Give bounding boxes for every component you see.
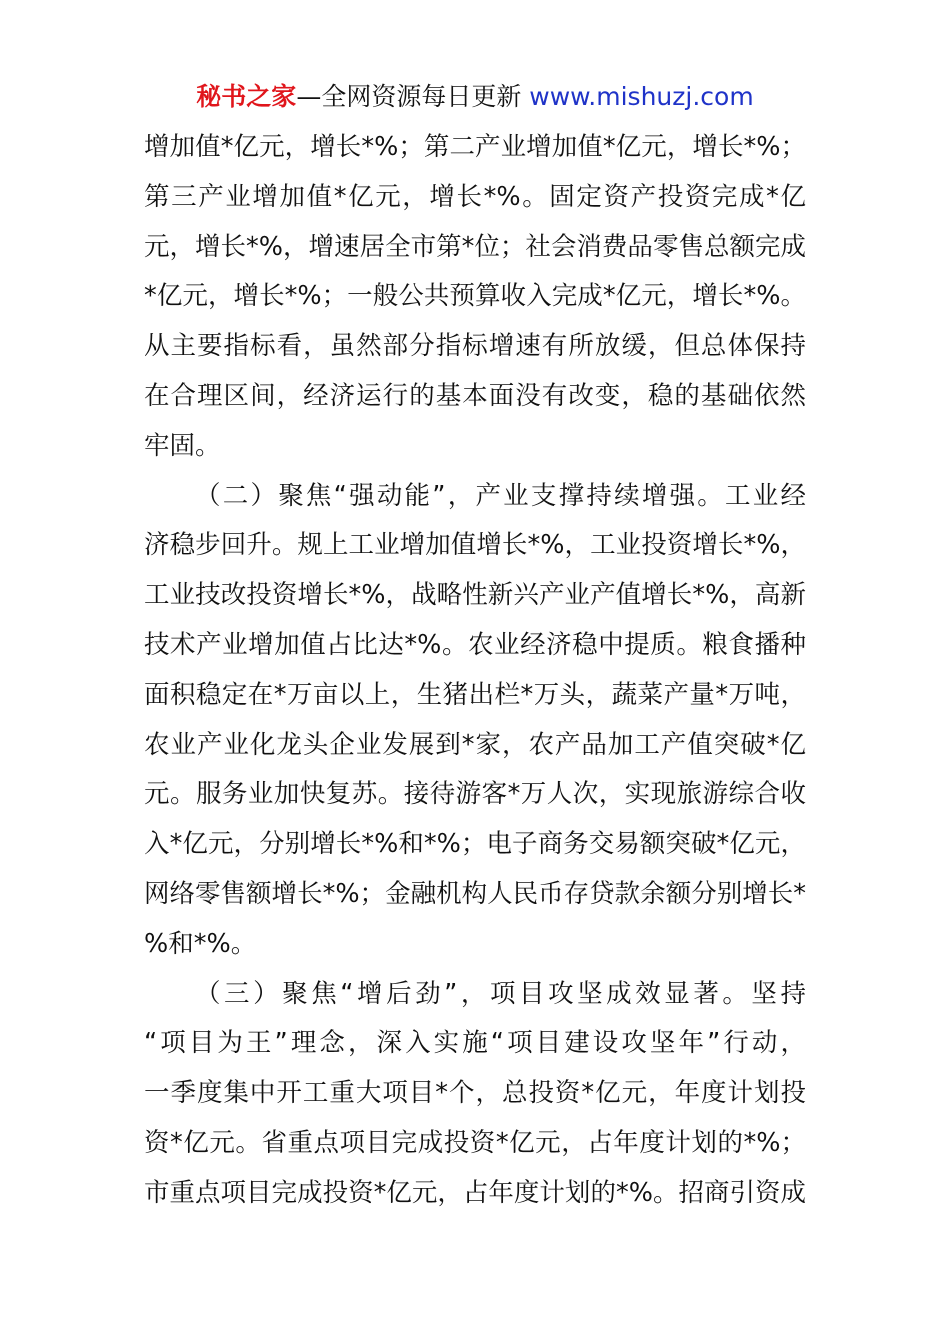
text-line: *亿元，增长*%；一般公共预算收入完成*亿元，增长*%。 — [144, 281, 806, 312]
text-line: 从主要指标看，虽然部分指标增速有所放缓，但总体保持 — [144, 331, 806, 362]
text-line: 一季度集中开工重大项目*个，总投资*亿元，年度计划投 — [144, 1078, 806, 1109]
text-line: 在合理区间，经济运行的基本面没有改变，稳的基础依然 — [144, 380, 806, 411]
site-url-link[interactable]: www.mishuzj.com — [529, 82, 754, 111]
text-line: “项目为王”理念，深入实施“项目建设攻坚年”行动， — [144, 1028, 806, 1059]
text-line: 济稳步回升。规上工业增加值增长*%，工业投资增长*%， — [144, 530, 806, 561]
paragraph-heading-line: （三）聚焦“增后劲”，项目攻坚成效显著。坚持 — [195, 978, 806, 1009]
text-line: 市重点项目完成投资*亿元，占年度计划的*%。招商引资成 — [144, 1177, 806, 1208]
page-header — [0, 80, 950, 114]
text-line: 农业产业化龙头企业发展到*家，农产品加工产值突破*亿 — [144, 729, 806, 760]
document-body — [144, 123, 806, 1219]
text-line: %和*%。 — [144, 928, 257, 959]
site-brand: 秘书之家 — [196, 82, 297, 111]
text-line: 元，增长*%，增速居全市第*位；社会消费品零售总额完成 — [144, 231, 806, 262]
paragraph-heading-line: （二）聚焦“强动能”，产业支撑持续增强。工业经 — [195, 480, 806, 511]
site-tagline: —全网资源每日更新 — [296, 82, 530, 111]
text-line: 网络零售额增长*%；金融机构人民币存贷款余额分别增长* — [144, 878, 806, 909]
text-line: 资*亿元。省重点项目完成投资*亿元，占年度计划的*%； — [144, 1127, 806, 1158]
text-line: 技术产业增加值占比达*%。农业经济稳中提质。粮食播种 — [144, 629, 806, 660]
text-line: 入*亿元，分别增长*%和*%；电子商务交易额突破*亿元， — [144, 829, 806, 860]
text-line: 元。服务业加快复苏。接待游客*万人次，实现旅游综合收 — [144, 779, 806, 810]
text-line: 牢固。 — [144, 430, 221, 461]
text-line: 面积稳定在*万亩以上，生猪出栏*万头，蔬菜产量*万吨， — [144, 679, 806, 710]
text-line: 工业技改投资增长*%，战略性新兴产业产值增长*%，高新 — [144, 580, 806, 611]
text-line: 第三产业增加值*亿元，增长*%。固定资产投资完成*亿 — [144, 181, 806, 212]
text-line: 增加值*亿元，增长*%；第二产业增加值*亿元，增长*%； — [144, 132, 806, 162]
